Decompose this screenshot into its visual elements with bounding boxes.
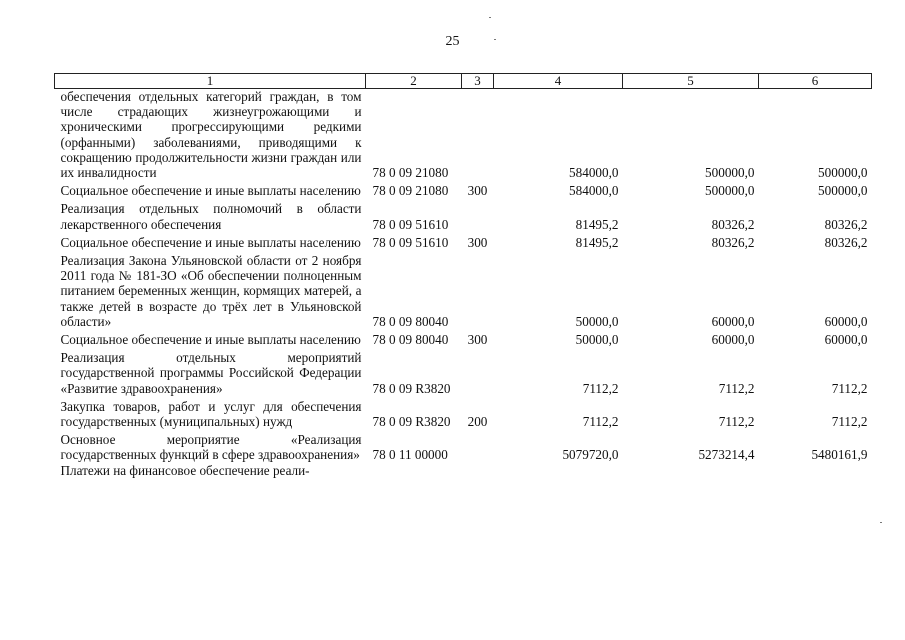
scan-speck (880, 522, 882, 523)
amount-col4: 7112,2 (582, 414, 619, 430)
amount-col6: 500000,0 (818, 183, 868, 199)
table-row (55, 429, 872, 462)
target-code: 78 0 09 R3820 (372, 414, 451, 430)
expense-type (462, 463, 494, 478)
amount-col5: 500000,0 (705, 165, 755, 181)
table-row (55, 180, 872, 198)
amount-col6: 5480161,9 (811, 447, 868, 463)
amount-col4: 50000,0 (575, 313, 619, 329)
item-name: Реализация отдельных полномочий в области лекарственного обеспечения (60, 201, 362, 232)
header-cell: 3 (462, 74, 494, 89)
target-code: 78 0 09 80040 (372, 332, 449, 348)
amount-col6: 7112,2 (831, 380, 868, 396)
target-code (366, 463, 462, 478)
target-code: 78 0 09 51610 (372, 234, 449, 250)
table-row (55, 329, 872, 347)
amount-col5: 60000,0 (711, 332, 755, 348)
expense-type: 300 (467, 332, 488, 348)
item-name: Реализация отдельных мероприятий государственной программы Российской Федерации «Развитие здравоохранения» (60, 350, 362, 396)
table-row (55, 463, 872, 478)
expense-type: 300 (467, 183, 488, 199)
amount-col6 (759, 463, 872, 478)
header-cell: 5 (623, 74, 759, 89)
table-row (55, 396, 872, 429)
target-code: 78 0 11 00000 (372, 447, 448, 463)
header-cell: 1 (55, 74, 366, 89)
table-row (55, 232, 872, 250)
amount-col6: 60000,0 (824, 332, 868, 348)
expense-type (462, 198, 494, 231)
amount-col4: 50000,0 (575, 332, 619, 348)
header-cell: 4 (494, 74, 623, 89)
expense-type (462, 89, 494, 181)
amount-col6: 7112,2 (831, 414, 868, 430)
amount-col5: 7112,2 (718, 414, 755, 430)
item-name: Социальное обеспечение и иные выплаты населению (60, 234, 361, 250)
amount-col4: 584000,0 (569, 165, 619, 181)
table-row (55, 89, 872, 181)
expense-type: 200 (467, 414, 488, 430)
expense-type (462, 429, 494, 462)
expense-type (462, 347, 494, 396)
item-name: Закупка товаров, работ и услуг для обеспечения государственных (муниципальных) нужд (60, 398, 362, 430)
target-code: 78 0 09 80040 (372, 313, 449, 329)
amount-col4: 5079720,0 (562, 447, 619, 463)
budget-table (54, 73, 872, 478)
item-name: Социальное обеспечение и иные выплаты населению (60, 183, 361, 199)
table-row (55, 250, 872, 329)
amount-col4: 7112,2 (582, 380, 619, 396)
amount-col6: 60000,0 (824, 313, 868, 329)
item-name: Социальное обеспечение и иные выплаты населению (60, 332, 361, 348)
item-name: Платежи на финансовое обеспечение реали- (60, 462, 310, 478)
amount-col4: 81495,2 (575, 234, 619, 250)
header-cell: 2 (366, 74, 462, 89)
header-row (55, 74, 872, 89)
table-row (55, 198, 872, 231)
amount-col5: 5273214,4 (698, 447, 755, 463)
item-name: обеспечения отдельных категорий граждан, в том числе страдающих жизнеугрожающими и хроническими прогрессирующими редкими (орфанными) заболеваниями, приводящими к сокращению продолжительности жизни граждан или их инвалидности (60, 89, 362, 181)
target-code: 78 0 09 21080 (372, 165, 449, 181)
scan-speck (489, 17, 491, 18)
expense-type (462, 250, 494, 329)
amount-col5: 500000,0 (705, 183, 755, 199)
amount-col4: 81495,2 (575, 216, 619, 232)
target-code: 78 0 09 51610 (372, 216, 449, 232)
expense-type: 300 (467, 234, 488, 250)
table-row (55, 347, 872, 396)
amount-col4 (494, 463, 623, 478)
target-code: 78 0 09 R3820 (372, 380, 451, 396)
amount-col5 (623, 463, 759, 478)
amount-col5: 80326,2 (711, 216, 755, 232)
amount-col5: 60000,0 (711, 313, 755, 329)
scan-speck (494, 39, 496, 40)
amount-col6: 80326,2 (824, 216, 868, 232)
page-number: 25 (445, 34, 460, 49)
amount-col5: 80326,2 (711, 234, 755, 250)
item-name: Основное мероприятие «Реализация государственных функций в сфере здравоохранения» (60, 432, 362, 463)
amount-col6: 500000,0 (818, 165, 868, 181)
target-code: 78 0 09 21080 (372, 183, 449, 199)
amount-col6: 80326,2 (824, 234, 868, 250)
item-name: Реализация Закона Ульяновской области от 2 ноября 2011 года № 181-ЗО «Об обеспечении полноценным питанием беременных женщин, кормящих матерей, а также детей в возрасте до трёх лет в Ульяновской области» (60, 253, 362, 329)
header-cell: 6 (759, 74, 872, 89)
amount-col5: 7112,2 (718, 380, 755, 396)
amount-col4: 584000,0 (569, 183, 619, 199)
